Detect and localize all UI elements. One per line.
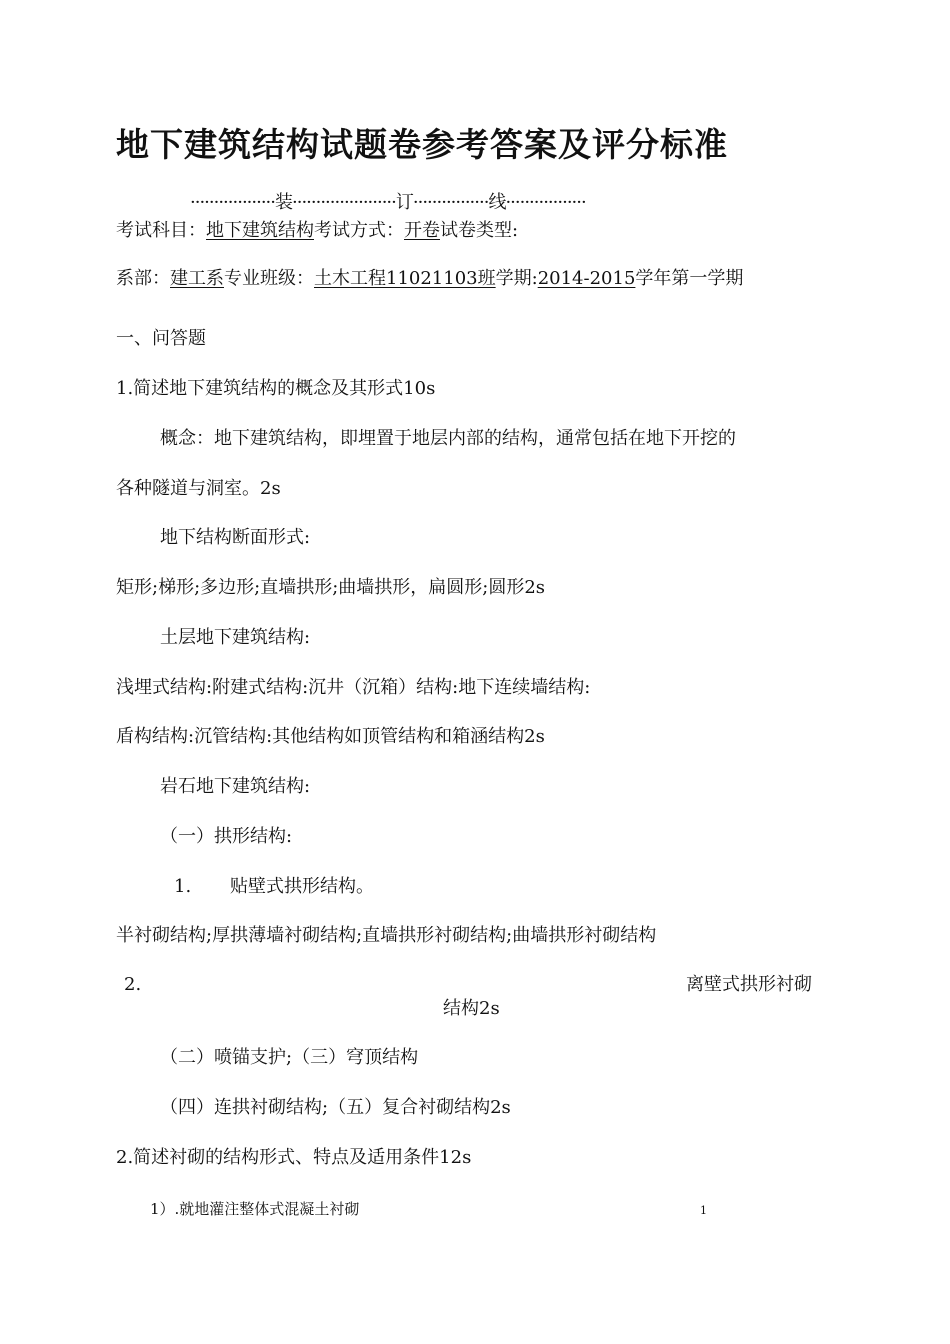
binding-word-2: 订 <box>395 192 413 213</box>
exam-info-line <box>116 220 518 242</box>
q1-soil-label: 土层地下建筑结构: <box>160 627 311 648</box>
binding-word-3: 线 <box>488 192 506 213</box>
class-label: 专业班级： <box>224 268 314 289</box>
q1-arch-label: （一）拱形结构: <box>160 826 293 847</box>
q1-arch-2-number: 2. <box>124 974 142 995</box>
department-line <box>116 268 743 290</box>
term-label: 学期: <box>495 268 538 289</box>
q1-concept-line-1: 概念：地下建筑结构，即埋置于地层内部的结构，通常包括在地下开挖的 <box>160 428 736 449</box>
term-suffix: 学年第一学期 <box>635 268 744 289</box>
q1-arch-1-detail: 半衬砌结构;厚拱薄墙衬砌结构;直墙拱形衬砌结构;曲墙拱形衬砌结构 <box>116 925 657 946</box>
q2-item-1: 1）.就地灌注整体式混凝土衬砌 <box>150 1200 360 1218</box>
q1-arch-1-text: 贴壁式拱形结构。 <box>230 876 374 897</box>
binding-line <box>190 192 586 214</box>
subject-label: 考试科目： <box>116 220 206 241</box>
q1-rock-label: 岩石地下建筑结构: <box>160 776 311 797</box>
q1-section-forms: 矩形;梯形;多边形;直墙拱形;曲墙拱形，扁圆形;圆形2s <box>116 577 546 598</box>
page-number: 1 <box>700 1204 707 1217</box>
mode-value: 开卷 <box>404 220 440 241</box>
binding-dots-2: ······················ <box>292 192 396 213</box>
subject-value: 地下建筑结构 <box>206 220 314 241</box>
binding-word-1: 装 <box>275 192 292 213</box>
class-value: 土木工程11021103班 <box>314 268 496 289</box>
q1-concept-line-2: 各种隧道与洞室。2s <box>116 478 281 499</box>
q1-arch-2-continuation: 结构2s <box>443 998 500 1019</box>
q1-items-4-5: （四）连拱衬砌结构;（五）复合衬砌结构2s <box>160 1097 511 1118</box>
q1-arch-1-number: 1. <box>174 876 192 897</box>
question-2: 2.简述衬砌的结构形式、特点及适用条件12s <box>116 1147 472 1168</box>
type-label: 试卷类型: <box>440 220 519 241</box>
q1-section-forms-label: 地下结构断面形式: <box>160 527 311 548</box>
binding-dots-4: ················· <box>505 192 586 213</box>
term-value: 2014-2015 <box>537 268 636 289</box>
dept-value: 建工系 <box>170 268 224 289</box>
q1-soil-line-1: 浅埋式结构:附建式结构:沉井（沉箱）结构:地下连续墙结构: <box>116 677 591 698</box>
question-1: 1.简述地下建筑结构的概念及其形式10s <box>116 378 436 399</box>
binding-dots-1: ·················· <box>190 192 275 213</box>
q1-soil-line-2: 盾构结构:沉管结构:其他结构如顶管结构和箱涵结构2s <box>116 726 545 747</box>
mode-label: 考试方式： <box>314 220 404 241</box>
binding-dots-3: ················ <box>412 192 489 213</box>
dept-label: 系部： <box>116 268 170 289</box>
document-title: 地下建筑结构试题卷参考答案及评分标准 <box>116 125 728 164</box>
q1-items-2-3: （二）喷锚支护;（三）穹顶结构 <box>160 1047 419 1068</box>
section-heading: 一、问答题 <box>116 328 206 349</box>
q1-arch-2-text: 离壁式拱形衬砌 <box>686 974 812 995</box>
